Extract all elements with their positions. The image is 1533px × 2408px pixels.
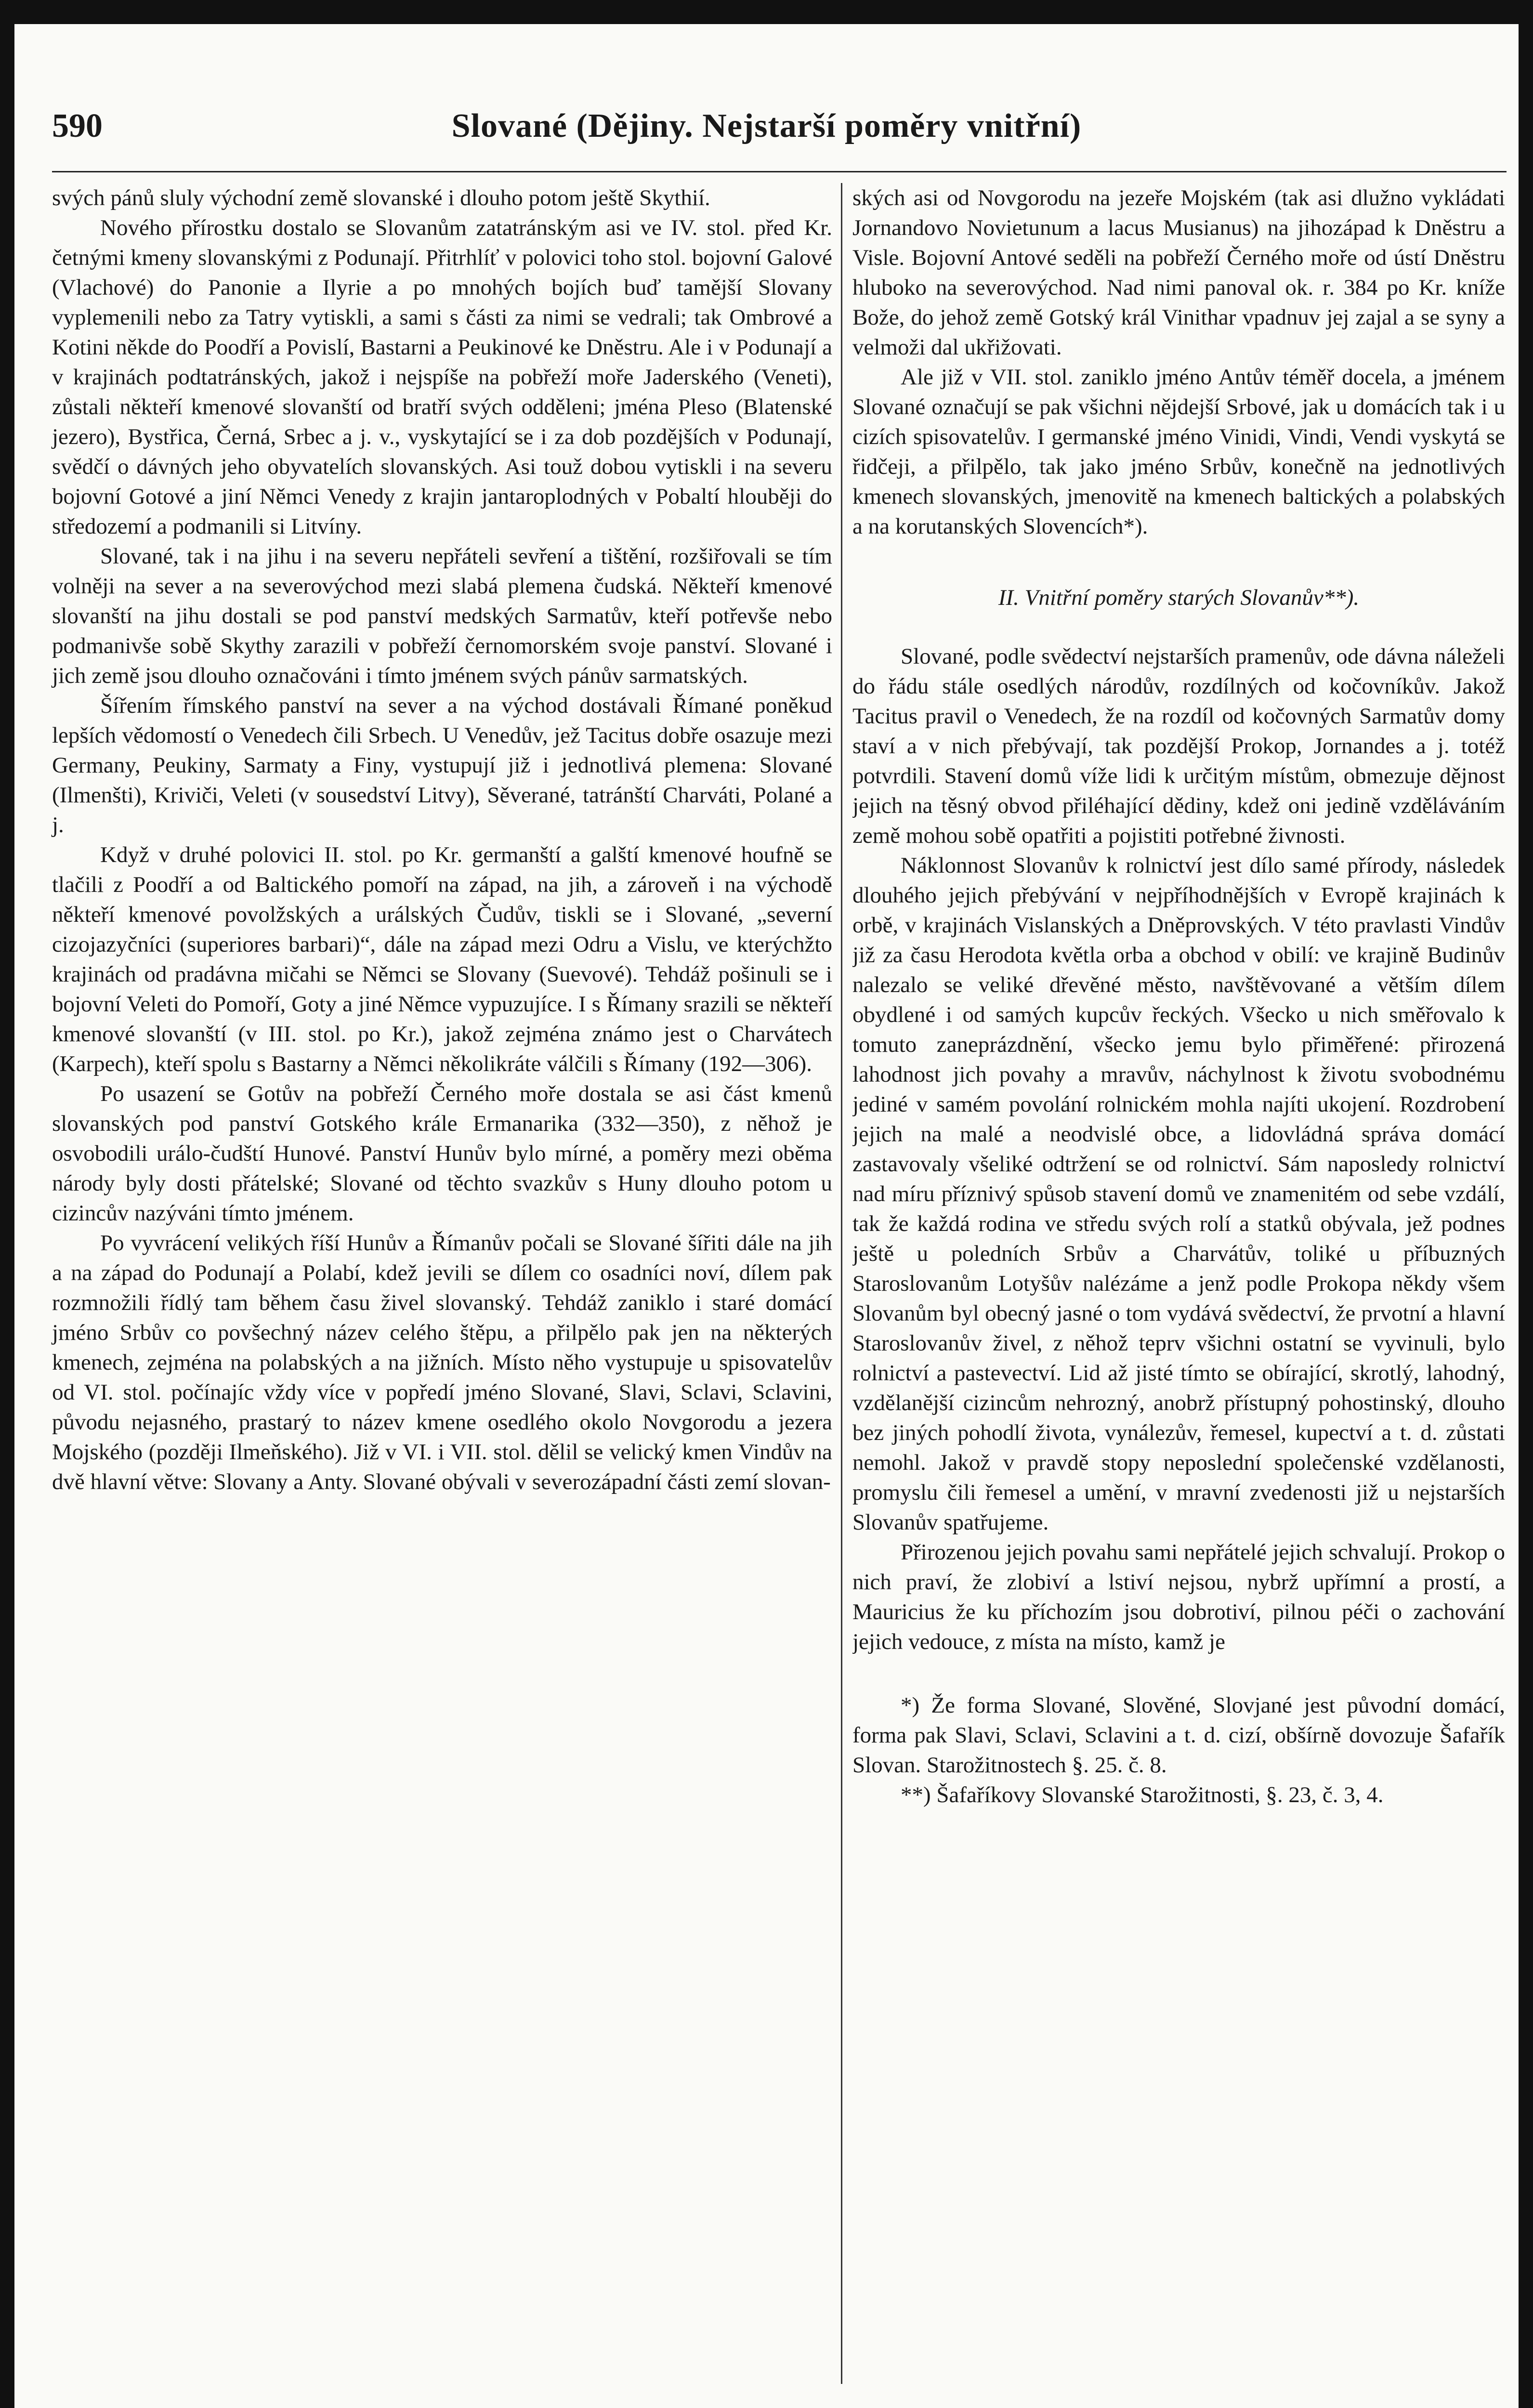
left-column — [52, 183, 832, 1497]
paragraph: Šířením římského panství na sever a na východ dostávali Římané poněkud lepších vědomostí o Venedech čili Srbech. U Venedův, jež Tacitus dobře osazuje mezi Germany, Peukiny, Sarmaty a Finy, vystupují již i jednotlivá plemena: Slované (Ilmenšti), Kriviči, Veleti (v sousedství Litvy), Sěverané, tatránští Charváti, Polané a j. — [52, 693, 832, 838]
paragraph: svých pánů sluly východní země slovanské i dlouho potom ještě Skythií. — [52, 185, 710, 210]
footnotes — [852, 1690, 1505, 1810]
paragraph: Když v druhé polovici II. stol. po Kr. germanští a galští kmenové houfně se tlačili z Poodří a od Baltického pomoří na západ, na jih, a zároveň i na východě někteří kmenové povolžských a urálských Čudův, tiskli se i Slované, „severní cizojazyčníci (superiores barbari)“, dále na západ mezi Odru a Vislu, ve kterýchžto krajinách od pradávna mičahi se Němci se Slovany (Suevové). Tehdáž pošinuli se i bojovní Veleti do Pomoří, Goty a jiné Němce vypuzujíce. I s Římany srazili se někteří kmenové slovanští (v III. stol. po Kr.), jakož zejména známo jest o Charvátech (Karpech), kteří spolu s Bastarny a Němci několikráte válčili s Římany (192—306). — [52, 842, 832, 1076]
footnote: *) Že forma Slované, Slověné, Slovjané jest původní domácí, forma pak Slavi, Sclavi, Sclavini a t. d. cizí, obšírně dovozuje Šafařík Slovan. Starožitnostech §. 25. č. 8. — [852, 1693, 1505, 1778]
paragraph: Náklonnost Slovanův k rolnictví jest dílo samé přírody, následek dlouhého jejich přebývání v nejpříhodnějších v Evropě krajinách k orbě, v krajinách Vislanských a Dněprovských. V této pravlasti Vindův již za času Herodota květla orba a obchod v obilí: ve krajině Budinův nalezalo se veliké dřevěné město, navštěvované a větším dílem obydlené i od samých kupcův řeckých. Všecko u nich směřovalo k tomuto zaneprázdnění, všecko jemu bylo přiměřené: přirozená lahodnost jich povahy a mravův, náchylnost k životu svobodnému jediné v samém povolání rolnickém mohla najíti ukojení. Rozdrobení jejich na malé a neodvislé obce, a lidovládná správa domácí zastavovaly všeliké odtržení se od rolnictví. Sám naposledy rolnictví nad míru příznivý spůsob stavení domů ve znamenitém od sebe vzdálí, tak že každá rodina ve středu svých rolí a statků obývala, jež podnes ještě u poledních Srbův a Charvátův, toliké u příbuzných Staroslovanům Lotyšův nalézáme a jenž podle Prokopa někdy všem Slovanům byl obecný jasné o tom vydává svědectví, že prvotní a hlavní Staroslovanův živel, z něhož teprv všichni ostatní se vyvinuli, bylo rolnictví a pastevectví. Lid až jisté tímto se obírající, skrotlý, lahodný, vzdělanější cizincům nehrozný, anobrž přístupný pohostinský, dlouho bez jiných pohodlí života, vynálezův, řemesel, kupectví a t. d. zůstati nemohl. Jakož v pravdě stopy neposlední společenské vzdělanosti, promyslu čili řemesel a umění, v mravní zvedenosti již u nejstarších Slovanův spatřujeme. — [852, 853, 1505, 1535]
paragraph: Přirozenou jejich povahu sami nepřátelé jejich schvalují. Prokop o nich praví, že zlobiví a lstiví nejsou, nybrž upřímní a prostí, a Mauricius že ku příchozím jsou dobrotiví, pilnou péči o zachování jejich vedouce, z místa na místo, kamž je — [852, 1540, 1505, 1654]
footnote: **) Šafaříkovy Slovanské Starožitnosti, §. 23, č. 3, 4. — [901, 1782, 1384, 1807]
running-head: Slované (Dějiny. Nejstarší poměry vnitřní) — [451, 107, 1082, 144]
section-title: II. Vnitřní poměry starých Slovanův**). — [998, 585, 1360, 610]
paragraph: ských asi od Novgorodu na jezeře Mojském (tak asi dlužno vykládati Jornandovo Novietunum a lacus Musianus) na jihozápad k Dněstru a Visle. Bojovní Antové seděli na pobřeží Černého moře od ústí Dněstru hluboko na severovýchod. Nad nimi panoval ok. r. 384 po Kr. kníže Bože, do jehož země Gotský král Vinithar vpadnuv jej zajal a se syny a velmoži dal ukřižovati. — [852, 185, 1505, 360]
paragraph: Slované, tak i na jihu i na severu nepřáteli sevření a tištění, rozšiřovali se tím volněji na sever a na severovýchod mezi slabá plemena čudská. Někteří kmenové slovanští na jihu dostali se pod panství medských Sarmatův, kteří potřevše nebo podmanivše sobě Skythy zarazili v pobřeží černomorském svoje panství. Slované i jich země jsou dlouho označováni i tímto jménem svých pánův sarmatských. — [52, 544, 832, 688]
right-column — [852, 183, 1505, 1810]
paragraph: Ale již v VII. stol. zaniklo jméno Antův téměř docela, a jménem Slované označují se pak všichni nějdejší Srbové, jak u domácích tak i u cizích spisovatelův. I germanské jméno Vinidi, Vindi, Vendi vyskytá se řidčeji, a přilpělo, tak jako jméno Srbův, konečně na jednotlivých kmenech slovanských, jmenovitě na kmenech baltických a polabských a na korutanských Slovencích*). — [852, 365, 1505, 539]
header-rule — [52, 171, 1507, 172]
paragraph: Slované, podle svědectví nejstarších pramenův, ode dávna náleželi do řádu stále osedlých národův, rozdílných od kočovníkův. Jakož Tacitus pravil o Venedech, že na rozdíl od kočovných Sarmatův domy staví a v nich přebývají, tak pozdější Prokop, Jornandes a j. totéž potvrdili. Stavení domů víže lidi k určitým místům, obmezuje dějnost jejich na těsný obvod přiléhající dědiny, kdež oni jedině vzděláváním země mohou sobě opatřiti a pojistiti potřebné živnosti. — [852, 644, 1505, 848]
page-number: 590 — [52, 107, 103, 144]
paragraph: Po usazení se Gotův na pobřeží Černého moře dostala se asi část kmenů slovanských pod panství Gotského krále Ermanarika (332—350), z něhož je osvobodili urálo-čudští Hunové. Panství Hunův bylo mírné, a poměry mezi oběma národy byly dosti přátelské; Slované od těchto svazkův s Huny dlouho potom u cizincův nazýváni tímto jménem. — [52, 1081, 832, 1226]
paragraph: Nového přírostku dostalo se Slovanům zatatránským asi ve IV. stol. před Kr. četnými kmeny slovanskými z Podunají. Přitrhlíť v polovici toho stol. bojovní Galové (Vlachové) do Panonie a Ilyrie a po mnohých bojích buď tamější Slovany vyplemenili nebo za Tatry vytiskli, a sami s části za nimi se vedrali; tak Ombrové a Kotini někde do Poodří a Povislí, Bastarni a Peukinové ke Dněstru. Ale i v Podunají a v krajinách podtatránských, jakož i nejspíše na pobřeží moře Jaderského (Veneti), zůstali někteří kmenové slovanští od bratří svých odděleni; jména Pleso (Blatenské jezero), Bystřica, Černá, Srbec a j. v., vyskytající se i za dob pozdějších v Podunají, svědčí o dávných jeho obyvatelích slovanských. Asi touž dobou vytiskli i na severu bojovní Gotové a jiní Němci Venedy z krajin jantaroplodných v Pobaltí hlouběji do středozemí a podmanili si Litvíny. — [52, 215, 832, 539]
column-divider — [841, 183, 842, 2384]
paragraph: Po vyvrácení velikých říší Hunův a Římanův počali se Slované šířiti dále na jih a na západ do Podunají a Polabí, kdež jevili se dílem co osadníci noví, dílem pak rozmnožili řídlý tam během času živel slovanský. Tehdáž zaniklo i staré domácí jméno Srbův co povšechný název celého štěpu, a přilpělo pak jen na některých kmenech, zejména na polabských a na jižních. Místo něho vystupuje u spisovatelův od VI. stol. počínajíc vždy více v popředí jméno Slované, Slavi, Sclavi, Sclavini, původu nejasného, prastarý to název kmene osedlého okolo Novgorodu a jezera Mojského (později Ilmeňského). Již v VI. i VII. stol. dělil se velický kmen Vindův na dvě hlavní větve: Slovany a Anty. Slované obývali v severozápadní části zemí slovan- — [52, 1230, 832, 1494]
